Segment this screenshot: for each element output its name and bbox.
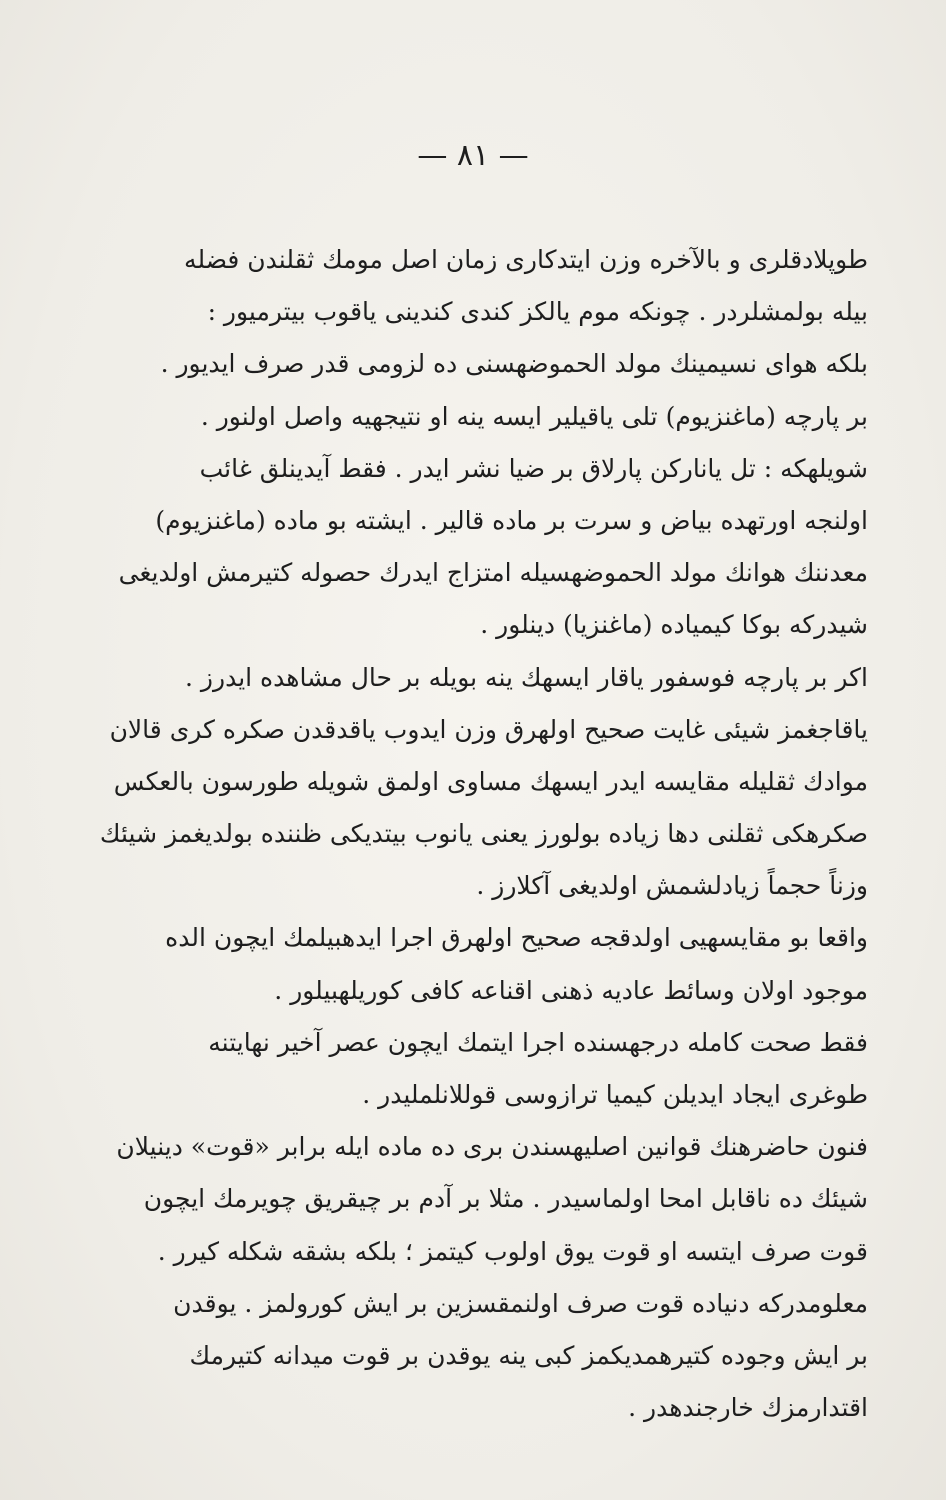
text-line: معدننك هوانك مولد الحموضهسیله امتزاج ایدرك حصوله کتیرمش اولدیغی [118, 558, 868, 588]
text-line: شیدرکه بوکا کیمیاده (ماغنزیا) دینلور . [480, 610, 868, 640]
text-line: واقعا بو مقایسهیی اولدقجه صحیح اولهرق اجرا ایدهبیلمك ایچون الده [165, 923, 868, 953]
text-line: وزناً حجماً زیادلشمش اولدیغی آکلارز . [476, 871, 868, 901]
text-line: شویلهکه : تل یانارکن پارلاق بر ضیا نشر ایدر . فقط آیدینلق غائب [199, 453, 868, 483]
text-line: بر ایش وجوده کتیرهمدیکمز کبی ینه یوقدن بر قوت میدانه کتیرمك [189, 1340, 868, 1370]
text-line: فنون حاضرهنك قوانین اصلیهسندن بری ده ماده ایله برابر «قوت» دینیلان [116, 1132, 868, 1162]
text-line: بیله بولمشلردر . چونکه موم یالکز کندی کندینی یاقوب بیترمیور : [207, 297, 868, 327]
text-line: طوغری ایجاد ایدیلن کیمیا ترازوسی قوللانلملیدر . [362, 1080, 868, 1109]
text-line: موجود اولان وسائط عادیه ذهنی اقناعه کافی کوریلهبیلور . [274, 975, 868, 1005]
text-line: فقط صحت کامله درجهسنده اجرا ایتمك ایچون عصر آخیر نهایتنه [208, 1027, 868, 1057]
text-line: بر پارچه (ماغنزیوم) تلی یاقیلیر ایسه ینه او نتیجهیه واصل اولنور . [200, 401, 868, 431]
text-line: قوت صرف ایتسه او قوت یوق اولوب کیتمز ؛ بلکه بشقه شکله کیرر . [157, 1236, 868, 1266]
page-number: — ٨١ — [417, 138, 529, 173]
text-line: اکر بر پارچه فوسفور یاقار ایسهك ینه بویله بر حال مشاهده ایدرز . [185, 662, 868, 692]
text-line: اولنجه اورتهده بیاض و سرت بر ماده قالیر . ایشته بو ماده (ماغنزیوم) [155, 505, 868, 535]
text-line: طوپلادقلری و بالآخره وزن ایتدکاری زمان اصل مومك ثقلندن فضله [184, 245, 868, 274]
body-text [98, 234, 868, 1434]
text-line: موادك ثقلیله مقایسه ایدر ایسهك مساوی اولمق شویله طورسون بالعکس [113, 766, 868, 796]
text-line: شیئك ده ناقابل امحا اولماسیدر . مثلا بر آدم بر چیقریق چویرمك ایچون [143, 1184, 868, 1214]
text-line: یاقاجغمز شیئی غایت صحیح اولهرق وزن ایدوب یاقدقدن صکره کری قالان [109, 714, 868, 744]
text-line: بلکه هوای نسیمینك مولد الحموضهسنی ده لزومی قدر صرف ایدیور . [160, 349, 868, 379]
text-line: اقتدارمزك خارجندهدر . [628, 1393, 868, 1423]
text-line: معلومدرکه دنیاده قوت صرف اولنمقسزین بر ایش کورولمز . یوقدن [173, 1288, 868, 1318]
text-line: صکرهکی ثقلنی دها زیاده بولورز یعنی یانوب بیتدیکی ظننده بولدیغمز شیئك [99, 819, 868, 849]
